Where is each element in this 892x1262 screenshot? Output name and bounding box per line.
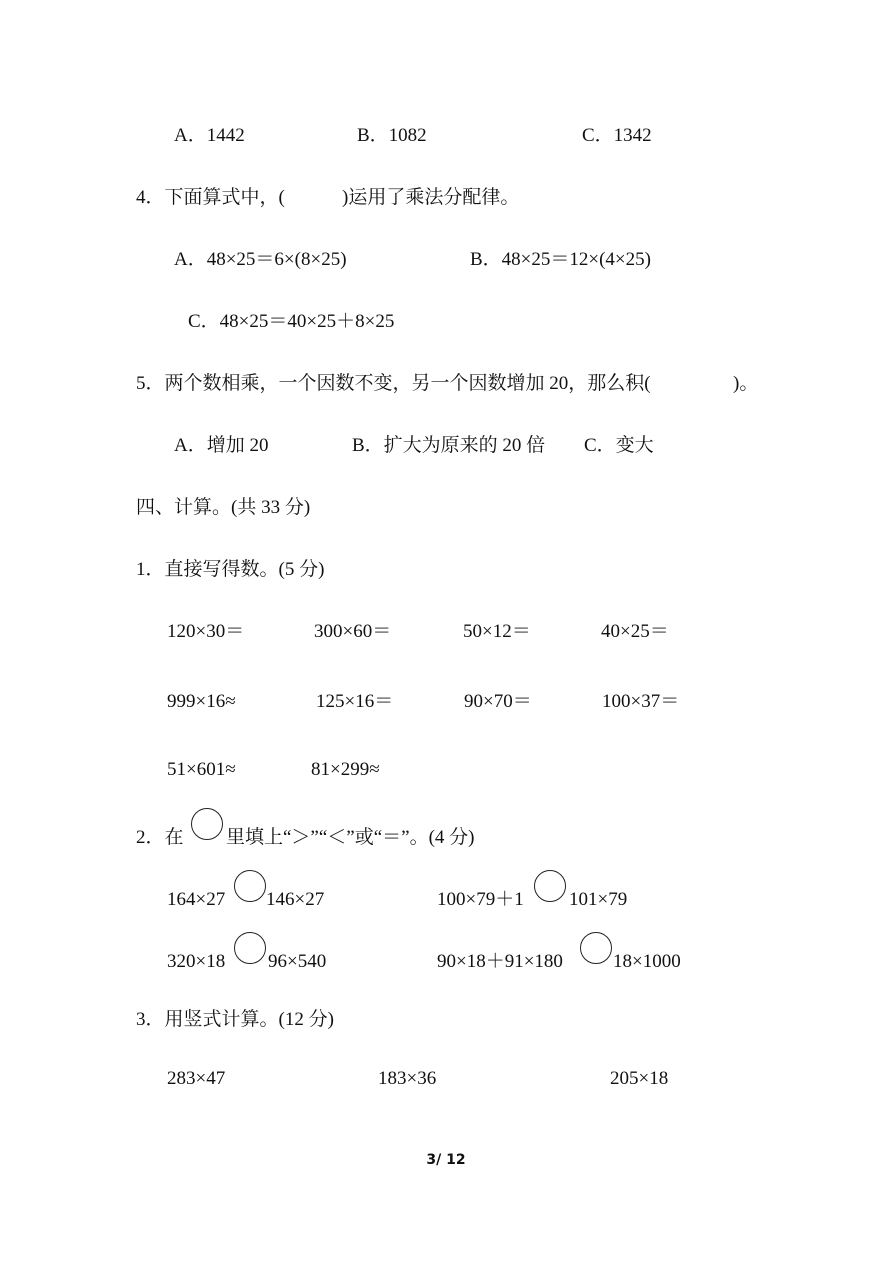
q4-stem-end: )运用了乘法分配律。 [342, 187, 520, 208]
compare-left: 100×79＋1 [437, 889, 524, 910]
q5-option-b: B．扩大为原来的 20 倍 [352, 435, 546, 456]
mental-math-item: 40×25＝ [601, 621, 669, 642]
q3-option-c: C．1342 [582, 125, 652, 146]
q5-option-a: A．增加 20 [174, 435, 269, 456]
part1-title: 1．直接写得数。(5 分) [136, 559, 325, 580]
compare-left: 320×18 [167, 951, 226, 972]
compare-left: 164×27 [167, 889, 226, 910]
mental-math-item: 125×16＝ [316, 691, 394, 712]
compare-circle[interactable] [234, 932, 266, 964]
part3-title: 3．用竖式计算。(12 分) [136, 1009, 334, 1030]
compare-right: 18×1000 [613, 951, 681, 972]
compare-circle[interactable] [534, 870, 566, 902]
mental-math-item: 999×16≈ [167, 691, 236, 712]
vertical-calc-item: 283×47 [167, 1068, 226, 1089]
compare-right: 96×540 [268, 951, 327, 972]
q4-option-a: A．48×25＝6×(8×25) [174, 249, 347, 270]
compare-right: 146×27 [266, 889, 325, 910]
answer-circle-icon [191, 808, 223, 840]
q5-option-c: C．变大 [584, 435, 654, 456]
section-title: 四、计算。(共 33 分) [136, 497, 311, 518]
mental-math-item: 100×37＝ [602, 691, 680, 712]
q4-option-c: C．48×25＝40×25＋8×25 [188, 311, 395, 332]
compare-circle[interactable] [234, 870, 266, 902]
part2-title-start: 2．在 [136, 827, 184, 848]
q5-stem-end: )。 [733, 373, 759, 394]
part2-title-end: 里填上“＞”“＜”或“＝”。(4 分) [226, 827, 475, 848]
mental-math-item: 81×299≈ [311, 759, 380, 780]
mental-math-item: 90×70＝ [464, 691, 532, 712]
compare-left: 90×18＋91×180 [437, 951, 563, 972]
q4-stem-start: 4．下面算式中，( [136, 187, 285, 208]
compare-right: 101×79 [569, 889, 628, 910]
page-number: 3/ 12 [426, 1152, 466, 1168]
vertical-calc-item: 183×36 [378, 1068, 437, 1089]
mental-math-item: 120×30＝ [167, 621, 245, 642]
mental-math-item: 51×601≈ [167, 759, 236, 780]
mental-math-item: 300×60＝ [314, 621, 392, 642]
vertical-calc-item: 205×18 [610, 1068, 669, 1089]
q3-option-b: B．1082 [357, 125, 427, 146]
q5-stem-start: 5．两个数相乘，一个因数不变，另一个因数增加 20，那么积( [136, 373, 651, 394]
mental-math-item: 50×12＝ [463, 621, 531, 642]
compare-circle[interactable] [580, 932, 612, 964]
q3-option-a: A．1442 [174, 125, 245, 146]
q4-option-b: B．48×25＝12×(4×25) [470, 249, 651, 270]
